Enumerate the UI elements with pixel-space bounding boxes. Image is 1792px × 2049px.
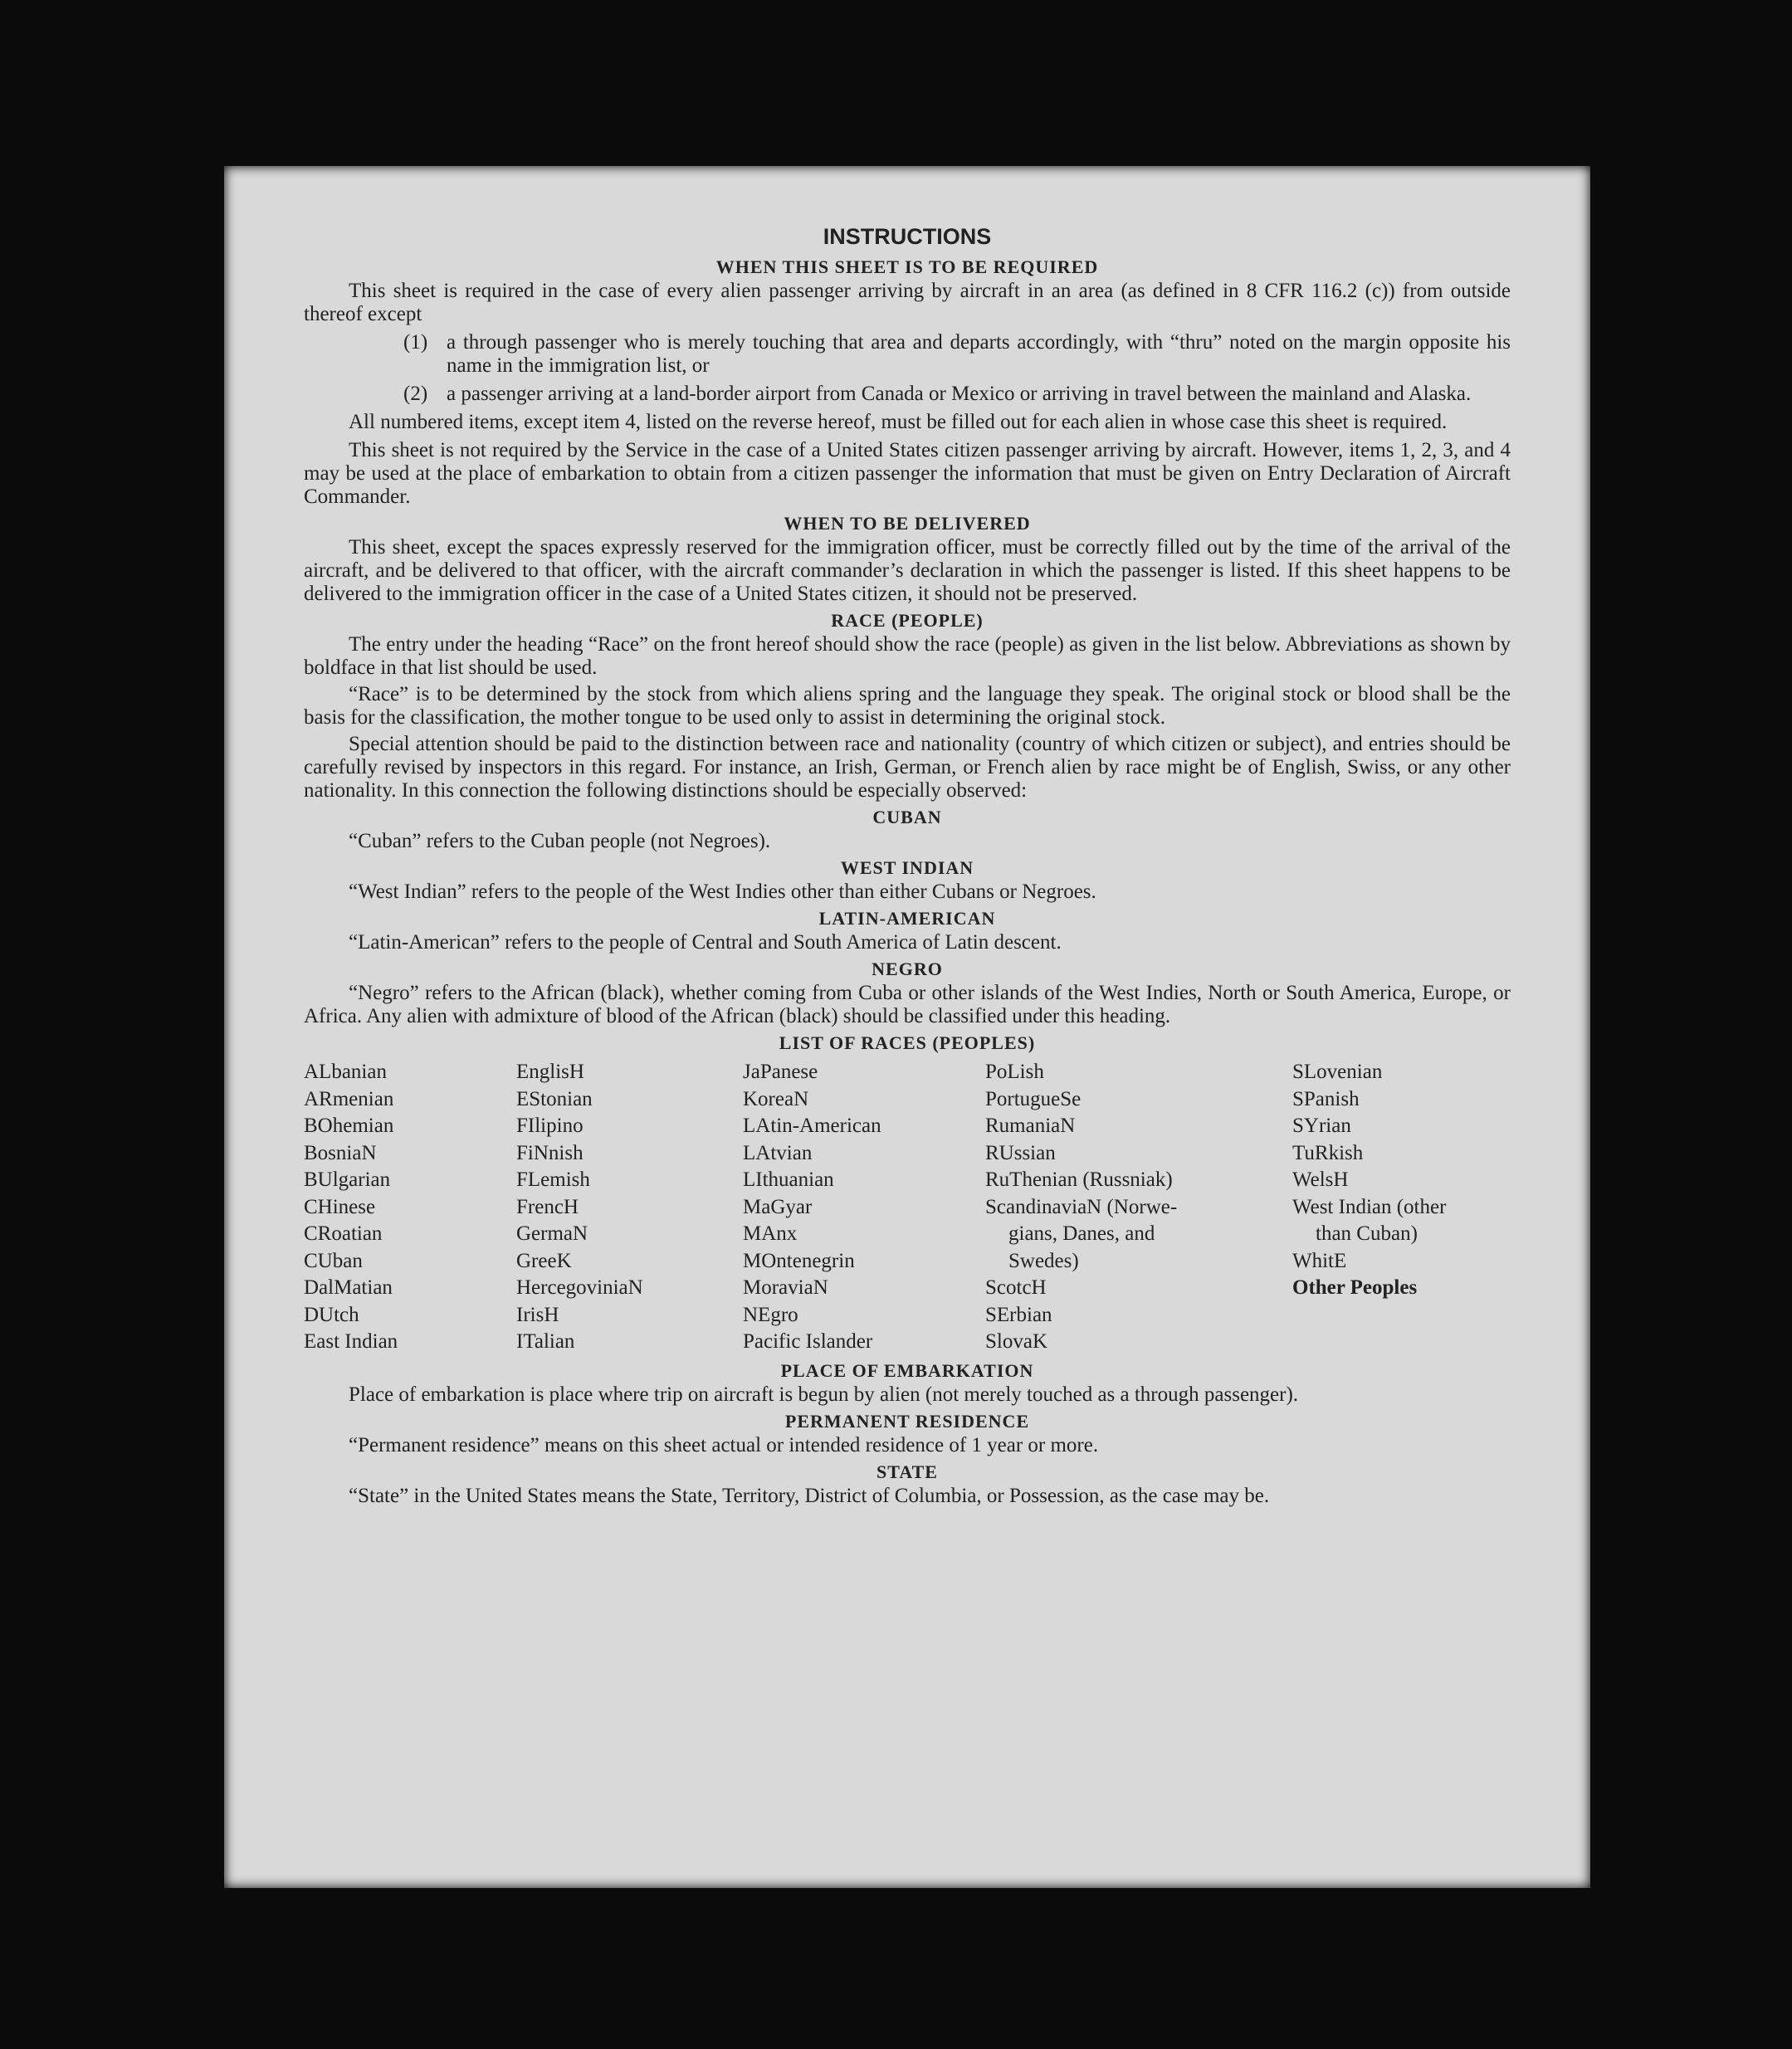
- race-entry: LAtin-American: [743, 1115, 881, 1137]
- race-entry: than Cuban): [1316, 1222, 1418, 1245]
- item-number: (2): [403, 383, 428, 405]
- race-entry: JaPanese: [743, 1061, 818, 1083]
- heading-race: RACE (PEOPLE): [831, 610, 984, 631]
- paragraph: Special attention should be paid to the distinction between race and nationality (country of which citizen or subject), and entries should be carefully revised by inspectors in this regard. For instance, an Irish, German, or French alien by race might be of English, Swiss, or any other nationality. In this connection the following distinctions should be especially observed:: [304, 733, 1511, 802]
- race-entry: CRoatian: [304, 1222, 383, 1245]
- races-column: [985, 1059, 1292, 1356]
- race-entry: NEgro: [743, 1303, 798, 1326]
- race-entry: FiNnish: [516, 1141, 583, 1164]
- race-entry: EnglisH: [516, 1061, 584, 1083]
- race-entry: Pacific Islander: [743, 1330, 873, 1353]
- race-entry: HercegoviniaN: [516, 1276, 643, 1299]
- heading-cuban: CUBAN: [872, 807, 942, 827]
- race-entry: KoreaN: [743, 1087, 809, 1110]
- race-entry: SYrian: [1292, 1115, 1351, 1137]
- race-entry: IrisH: [516, 1303, 559, 1326]
- race-entry: MOntenegrin: [743, 1249, 855, 1272]
- race-entry: CUban: [304, 1249, 363, 1272]
- race-entry: East Indian: [304, 1330, 398, 1353]
- race-entry: FrencH: [516, 1195, 579, 1218]
- race-entry: WelsH: [1292, 1168, 1349, 1191]
- races-column: [1292, 1059, 1512, 1356]
- race-entry: BosniaN: [304, 1141, 377, 1164]
- races-list: [304, 1059, 1511, 1356]
- race-entry: TuRkish: [1292, 1141, 1364, 1164]
- race-entry: FLemish: [516, 1168, 590, 1191]
- heading-west-indian: WEST INDIAN: [840, 857, 974, 878]
- races-column: [516, 1059, 743, 1356]
- race-entry: MoraviaN: [743, 1276, 828, 1299]
- race-entry: MaGyar: [743, 1195, 813, 1218]
- race-entry: GreeK: [516, 1249, 572, 1272]
- heading-negro: NEGRO: [872, 959, 943, 979]
- race-entry: BUlgarian: [304, 1168, 391, 1191]
- paragraph: “Latin-American” refers to the people of Central and South America of Latin descent.: [349, 931, 1062, 954]
- item-text: a passenger arriving at a land-border airport from Canada or Mexico or arriving in travel between the mainland and Alaska.: [447, 383, 1472, 405]
- heading-when-required: WHEN THIS SHEET IS TO BE REQUIRED: [715, 256, 1099, 277]
- paragraph: This sheet, except the spaces expressly reserved for the immigration officer, must be correctly filled out by the time of the arrival of the aircraft, and be delivered to that officer, with the aircraft commander’s declaration in which the passenger is listed. If this sheet happens to be delivered to the immigration officer in the case of a United States citizen, it should not be preserved.: [304, 536, 1511, 605]
- race-entry: West Indian (other: [1292, 1195, 1447, 1218]
- paragraph: This sheet is not required by the Service in the case of a United States citizen passenger arriving by aircraft. However, items 1, 2, 3, and 4 may be used at the place of embarkation to obtain from a citizen passenger the information that must be given on Entry Declaration of Aircraft Commander.: [304, 439, 1511, 508]
- paragraph: “Permanent residence” means on this sheet actual or intended residence of 1 year or more.: [349, 1433, 1099, 1456]
- race-entry: GermaN: [516, 1222, 588, 1245]
- race-entry: CHinese: [304, 1195, 376, 1218]
- race-entry: SlovaK: [985, 1330, 1047, 1353]
- race-entry: MAnx: [743, 1222, 798, 1245]
- race-entry: ITalian: [516, 1330, 575, 1353]
- paragraph: “Race” is to be determined by the stock from which aliens spring and the language they speak. The original stock or blood shall be the basis for the classification, the mother tongue to be used only to assist in determining the original stock.: [304, 683, 1511, 729]
- race-entry: Other Peoples: [1292, 1276, 1418, 1299]
- heading-state: STATE: [876, 1461, 938, 1482]
- race-entry: BOhemian: [304, 1115, 394, 1137]
- race-entry: DalMatian: [304, 1276, 393, 1299]
- heading-when-delivered: WHEN TO BE DELIVERED: [784, 513, 1031, 534]
- paragraph: “West Indian” refers to the people of the West Indies other than either Cubans or Negroes.: [349, 881, 1096, 903]
- race-entry: EStonian: [516, 1087, 593, 1110]
- race-entry: ScotcH: [985, 1276, 1047, 1299]
- race-entry: WhitE: [1292, 1249, 1347, 1272]
- race-entry: PortugueSe: [985, 1087, 1082, 1110]
- race-entry: SLovenian: [1292, 1061, 1383, 1083]
- race-entry: ScandinaviaN (Norwe-: [985, 1195, 1178, 1218]
- races-column: [304, 1059, 516, 1356]
- heading-latin-american: LATIN-AMERICAN: [818, 908, 996, 929]
- race-entry: RuThenian (Russniak): [985, 1168, 1173, 1191]
- race-entry: SErbian: [985, 1303, 1052, 1326]
- heading-embarkation: PLACE OF EMBARKATION: [780, 1359, 1034, 1381]
- race-entry: Swedes): [1008, 1249, 1079, 1272]
- race-entry: LIthuanian: [743, 1168, 834, 1191]
- race-entry: gians, Danes, and: [1008, 1222, 1155, 1245]
- paragraph: Place of embarkation is place where trip on aircraft is begun by alien (not merely touched as a through passenger).: [349, 1383, 1299, 1406]
- instruction-sheet: [224, 166, 1590, 1888]
- list-item: [403, 383, 1511, 406]
- item-text: a through passenger who is merely touching that area and departs accordingly, with “thru” noted on the margin opposite his name in the immigration list, or: [447, 331, 1511, 377]
- race-entry: SPanish: [1292, 1087, 1360, 1110]
- page-title: INSTRUCTIONS: [823, 224, 992, 249]
- heading-permanent-residence: PERMANENT RESIDENCE: [784, 1410, 1030, 1432]
- paragraph: “State” in the United States means the State, Territory, District of Columbia, or Possession, as the case may be.: [349, 1484, 1270, 1507]
- paragraph: “Negro” refers to the African (black), whether coming from Cuba or other islands of the West Indies, North or South America, Europe, or Africa. Any alien with admixture of blood of the African (black) should be classified under this heading.: [304, 982, 1511, 1027]
- paragraph: The entry under the heading “Race” on the front hereof should show the race (people) as given in the list below. Abbreviations as shown by boldface in that list should be used.: [304, 633, 1511, 679]
- races-column: [743, 1059, 985, 1356]
- heading-list-of-races: LIST OF RACES (PEOPLES): [779, 1032, 1036, 1053]
- paragraph: “Cuban” refers to the Cuban people (not Negroes).: [349, 830, 771, 852]
- race-entry: LAtvian: [743, 1141, 813, 1164]
- list-item: [403, 331, 1511, 378]
- race-entry: FIlipino: [516, 1115, 583, 1137]
- race-entry: ARmenian: [304, 1087, 394, 1110]
- race-entry: PoLish: [985, 1061, 1044, 1083]
- paragraph: This sheet is required in the case of every alien passenger arriving by aircraft in an area (as defined in 8 CFR 116.2 (c)) from outside thereof except: [304, 280, 1511, 325]
- race-entry: RumaniaN: [985, 1115, 1076, 1137]
- paragraph: All numbered items, except item 4, listed on the reverse hereof, must be filled out for each alien in whose case this sheet is required.: [349, 411, 1448, 433]
- race-entry: ALbanian: [304, 1061, 387, 1083]
- race-entry: RUssian: [985, 1141, 1056, 1164]
- race-entry: DUtch: [304, 1303, 359, 1326]
- item-number: (1): [403, 331, 428, 354]
